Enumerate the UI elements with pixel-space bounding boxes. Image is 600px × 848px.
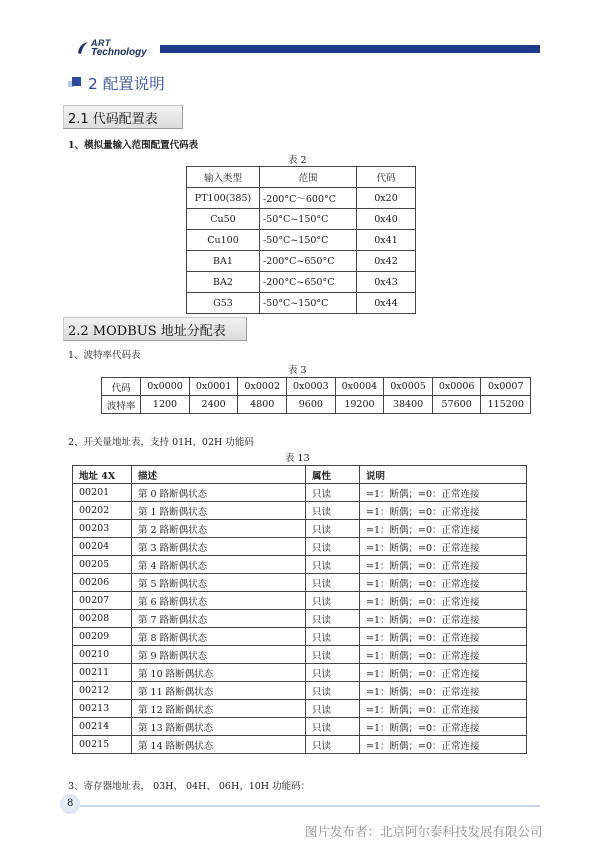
cell: 第 3 路断偶状态	[132, 538, 306, 556]
col-description: 描述	[132, 466, 306, 484]
cell: 00202	[73, 502, 132, 520]
cell: 0x41	[357, 230, 416, 251]
cell: 只读	[306, 736, 360, 754]
cell: =1：断偶；=0：正常连接	[360, 718, 527, 736]
cell: 00206	[73, 574, 132, 592]
cell: 只读	[306, 502, 360, 520]
cell: 0x0006	[432, 378, 481, 396]
page-number: 8	[67, 798, 74, 809]
cell: 00207	[73, 592, 132, 610]
cell: =1：断偶；=0：正常连接	[360, 556, 527, 574]
cell: 38400	[384, 396, 433, 414]
cell: 只读	[306, 592, 360, 610]
cell: 第 1 路断偶状态	[132, 502, 306, 520]
cell: 00214	[73, 718, 132, 736]
cell: -200°C~650°C	[260, 251, 357, 272]
cell: 0x0001	[189, 378, 238, 396]
cell: 第 4 路断偶状态	[132, 556, 306, 574]
table-row	[187, 293, 416, 314]
cell: 19200	[335, 396, 384, 414]
table-row	[102, 396, 531, 414]
item-baud-table: 1、波特率代码表	[68, 350, 141, 361]
table-row	[187, 272, 416, 293]
cell: 只读	[306, 520, 360, 538]
subsection-2-1-header	[63, 105, 183, 129]
table-row	[73, 502, 527, 520]
heading-bullet-icon	[72, 77, 81, 86]
switch-address-table	[72, 465, 527, 754]
table-row	[73, 610, 527, 628]
cell: 只读	[306, 700, 360, 718]
cell: BA2	[187, 272, 260, 293]
cell: 第 8 路断偶状态	[132, 628, 306, 646]
table-row	[73, 682, 527, 700]
table-row	[102, 378, 531, 396]
cell: 00204	[73, 538, 132, 556]
cell: 0x0005	[384, 378, 433, 396]
cell: =1：断偶；=0：正常连接	[360, 664, 527, 682]
cell: 00211	[73, 664, 132, 682]
table-row	[73, 574, 527, 592]
cell: BA1	[187, 251, 260, 272]
col-attribute: 属性	[306, 466, 360, 484]
cell: 1200	[141, 396, 190, 414]
cell: 115200	[481, 396, 531, 414]
cell: =1：断偶；=0：正常连接	[360, 682, 527, 700]
subsection-2-1-title: 2.1 代码配置表	[68, 112, 158, 127]
cell: 00210	[73, 646, 132, 664]
logo-swoosh-icon	[76, 41, 90, 55]
cell: =1：断偶；=0：正常连接	[360, 628, 527, 646]
cell: 代码	[102, 378, 141, 396]
subsection-2-2-title: 2.2 MODBUS 地址分配表	[68, 324, 226, 339]
cell: 第 0 路断偶状态	[132, 484, 306, 502]
cell: 0x40	[357, 209, 416, 230]
cell: =1：断偶；=0：正常连接	[360, 520, 527, 538]
cell: 0x0000	[141, 378, 190, 396]
table-row	[73, 646, 527, 664]
table-row	[73, 556, 527, 574]
table-header-row	[73, 466, 527, 484]
cell: 0x0002	[238, 378, 287, 396]
cell: -50°C~150°C	[260, 209, 357, 230]
cell: 0x42	[357, 251, 416, 272]
cell: 00205	[73, 556, 132, 574]
section-title: 2 配置说明	[88, 75, 165, 93]
switch-address-table-body	[73, 466, 527, 754]
cell: 00212	[73, 682, 132, 700]
cell: 只读	[306, 646, 360, 664]
company-logo	[76, 39, 156, 59]
table-row	[73, 736, 527, 754]
cell: 0x0004	[335, 378, 384, 396]
cell: =1：断偶；=0：正常连接	[360, 574, 527, 592]
item-switch-table: 2、开关量地址表，支持 01H、02H 功能码	[68, 437, 254, 448]
cell: =1：断偶；=0：正常连接	[360, 646, 527, 664]
range-code-table	[186, 166, 416, 314]
cell: 0x20	[357, 188, 416, 209]
cell: 只读	[306, 664, 360, 682]
col-note: 说明	[360, 466, 527, 484]
item-register-table: 3、寄存器地址表， 03H、 04H、 06H、10H 功能码：	[68, 781, 311, 792]
cell: =1：断偶；=0：正常连接	[360, 610, 527, 628]
cell: =1：断偶；=0：正常连接	[360, 592, 527, 610]
baud-rate-table	[101, 377, 531, 414]
cell: 只读	[306, 556, 360, 574]
header-bar	[160, 45, 540, 53]
cell: Cu50	[187, 209, 260, 230]
table-row	[187, 209, 416, 230]
subsection-2-2-header	[63, 317, 247, 341]
table-header-row	[187, 167, 416, 188]
cell: 只读	[306, 628, 360, 646]
table-row	[187, 251, 416, 272]
table-row	[73, 700, 527, 718]
cell: 00215	[73, 736, 132, 754]
table2-caption: 表 2	[288, 155, 307, 166]
cell: Cu100	[187, 230, 260, 251]
cell: -200°C～600°C	[260, 188, 357, 209]
cell: 第 13 路断偶状态	[132, 718, 306, 736]
table-row	[73, 538, 527, 556]
table-row	[73, 628, 527, 646]
cell: 0x44	[357, 293, 416, 314]
cell: 第 2 路断偶状态	[132, 520, 306, 538]
table-row	[73, 484, 527, 502]
table-row	[73, 520, 527, 538]
col-input-type: 输入类型	[187, 167, 260, 188]
cell: 只读	[306, 574, 360, 592]
table-row	[73, 664, 527, 682]
cell: -50°C~150°C	[260, 293, 357, 314]
cell: 第 6 路断偶状态	[132, 592, 306, 610]
cell: =1：断偶；=0：正常连接	[360, 736, 527, 754]
cell: 第 11 路断偶状态	[132, 682, 306, 700]
cell: 00213	[73, 700, 132, 718]
cell: =1：断偶；=0：正常连接	[360, 502, 527, 520]
cell: =1：断偶；=0：正常连接	[360, 700, 527, 718]
cell: 0x0003	[287, 378, 336, 396]
cell: 0x0007	[481, 378, 531, 396]
cell: 00209	[73, 628, 132, 646]
table-row	[187, 230, 416, 251]
col-code: 代码	[357, 167, 416, 188]
cell: 57600	[432, 396, 481, 414]
cell: 0x43	[357, 272, 416, 293]
cell: 第 14 路断偶状态	[132, 736, 306, 754]
table3-caption: 表 3	[288, 365, 307, 376]
cell: =1：断偶；=0：正常连接	[360, 484, 527, 502]
cell: 9600	[287, 396, 336, 414]
logo-line1: ART	[91, 38, 111, 48]
item-analog-range: 1、模拟量输入范围配置代码表	[68, 140, 199, 151]
cell: =1：断偶；=0：正常连接	[360, 538, 527, 556]
cell: 只读	[306, 718, 360, 736]
col-range: 范围	[260, 167, 357, 188]
cell: 00201	[73, 484, 132, 502]
table-row	[187, 188, 416, 209]
cell: 00208	[73, 610, 132, 628]
cell: 第 7 路断偶状态	[132, 610, 306, 628]
table-row	[73, 592, 527, 610]
cell: 第 12 路断偶状态	[132, 700, 306, 718]
footer-line	[80, 805, 540, 807]
cell: 只读	[306, 484, 360, 502]
cell: PT100(385)	[187, 188, 260, 209]
publisher-credit: 图片发布者：北京阿尔泰科技发展有限公司	[305, 824, 543, 839]
cell: -200°C~650°C	[260, 272, 357, 293]
cell: 只读	[306, 538, 360, 556]
logo-line2: Technology	[91, 47, 147, 58]
cell: 第 10 路断偶状态	[132, 664, 306, 682]
cell: 只读	[306, 682, 360, 700]
cell: -50°C~150°C	[260, 230, 357, 251]
cell: 波特率	[102, 396, 141, 414]
cell: 只读	[306, 610, 360, 628]
cell: 第 9 路断偶状态	[132, 646, 306, 664]
cell: G53	[187, 293, 260, 314]
table13-caption: 表 13	[285, 453, 310, 464]
cell: 2400	[189, 396, 238, 414]
col-address: 地址 4X	[73, 466, 132, 484]
cell: 4800	[238, 396, 287, 414]
cell: 00203	[73, 520, 132, 538]
table-row	[73, 718, 527, 736]
cell: 第 5 路断偶状态	[132, 574, 306, 592]
